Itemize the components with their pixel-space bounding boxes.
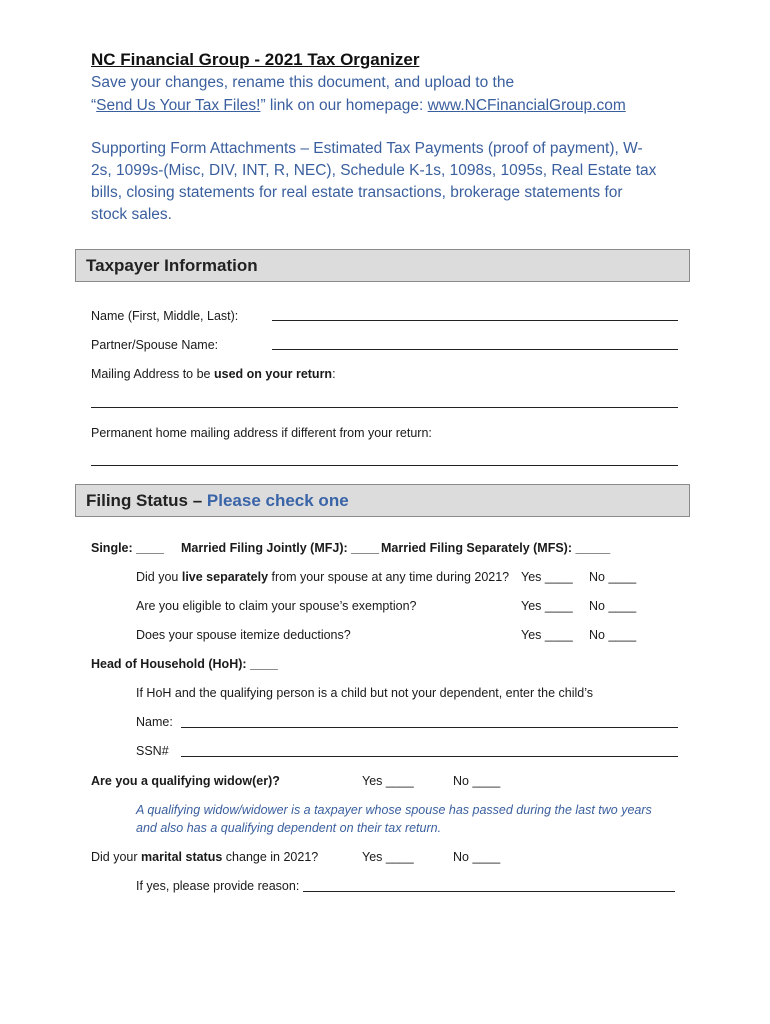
mailing-label-suffix: : [332,367,336,381]
widow-note-line-2: and also has a qualifying dependent on their tax return. [136,821,442,835]
q1-bold: live separately [181,570,269,584]
widow-question: Are you a qualifying widow(er)? [91,774,280,788]
name-field[interactable] [272,320,678,321]
document-title: NC Financial Group - 2021 Tax Organizer [91,50,420,69]
marital-prefix: Did your [91,850,142,864]
child-name-label: Name: [136,715,173,729]
permanent-address-field[interactable] [91,465,678,466]
spouse-exemption-question: Are you eligible to claim your spouse’s exemption? [136,599,417,613]
child-ssn-label: SSN# [136,744,169,758]
single-option[interactable]: Single: ____ [91,541,164,555]
spouse-itemize-no[interactable]: No ____ [589,628,637,642]
marital-no[interactable]: No ____ [453,850,501,864]
attachments-line-2: 2s, 1099s-(Misc, DIV, INT, R, NEC), Schedule K-1s, 1098s, 1095s, Real Estate tax [91,162,657,179]
homepage-link[interactable]: www.NCFinancialGroup.com [427,97,626,114]
widow-no[interactable]: No ____ [453,774,501,788]
spouse-exemption-no[interactable]: No ____ [589,599,637,613]
child-name-field[interactable] [181,727,678,728]
attachments-line-4: stock sales. [91,206,172,223]
live-separately-yes[interactable]: Yes ____ [521,570,573,584]
widow-yes[interactable]: Yes ____ [362,774,414,788]
mfs-option[interactable]: Married Filing Separately (MFS): _____ [381,541,611,555]
mailing-address-label [91,367,336,381]
marital-bold: marital status [141,850,223,864]
intro-line-1: Save your changes, rename this document, and upload to the [91,74,515,91]
widow-note-line-1: A qualifying widow/widower is a taxpayer whose spouse has passed during the last two years [136,803,652,817]
intro-line-2 [91,97,626,115]
q1-suffix: from your spouse at any time during 2021? [268,570,510,584]
mfj-option[interactable]: Married Filing Jointly (MFJ): ____ [181,541,379,555]
filing-status-heading [86,491,349,511]
live-separately-no[interactable]: No ____ [589,570,637,584]
reason-label: If yes, please provide reason: [136,879,300,893]
filing-heading-main: Filing Status – [86,491,207,510]
taxpayer-section-header [75,249,690,282]
mailing-label-prefix: Mailing Address to be [91,367,214,381]
intro-quote-open: “ [91,97,97,114]
spouse-exemption-yes[interactable]: Yes ____ [521,599,573,613]
live-separately-question [136,570,509,584]
spouse-itemize-question: Does your spouse itemize deductions? [136,628,351,642]
spouse-name-label: Partner/Spouse Name: [91,338,219,352]
spouse-itemize-yes[interactable]: Yes ____ [521,628,573,642]
filing-status-section-header [75,484,690,517]
q1-prefix: Did you [136,570,182,584]
mailing-address-field[interactable] [91,407,678,408]
permanent-address-label: Permanent home mailing address if different from your return: [91,426,432,440]
reason-field[interactable] [303,891,675,892]
send-tax-files-link[interactable]: Send Us Your Tax Files! [96,97,261,114]
intro-mid-text: ” link on our homepage: [260,97,428,114]
filing-heading-accent: Please check one [206,491,349,510]
hoh-option[interactable]: Head of Household (HoH): ____ [91,657,278,671]
attachments-line-1: Supporting Form Attachments – Estimated Tax Payments (proof of payment), W- [91,140,643,157]
marital-yes[interactable]: Yes ____ [362,850,414,864]
child-ssn-field[interactable] [181,756,678,757]
mailing-label-bold: used on your return [214,367,333,381]
taxpayer-heading: Taxpayer Information [86,256,258,275]
hoh-note: If HoH and the qualifying person is a child but not your dependent, enter the child’s [136,686,594,700]
attachments-line-3: bills, closing statements for real estate transactions, brokerage statements for [91,184,623,201]
marital-status-question [91,850,318,864]
marital-suffix: change in 2021? [222,850,319,864]
name-label: Name (First, Middle, Last): [91,309,239,323]
spouse-name-field[interactable] [272,349,678,350]
